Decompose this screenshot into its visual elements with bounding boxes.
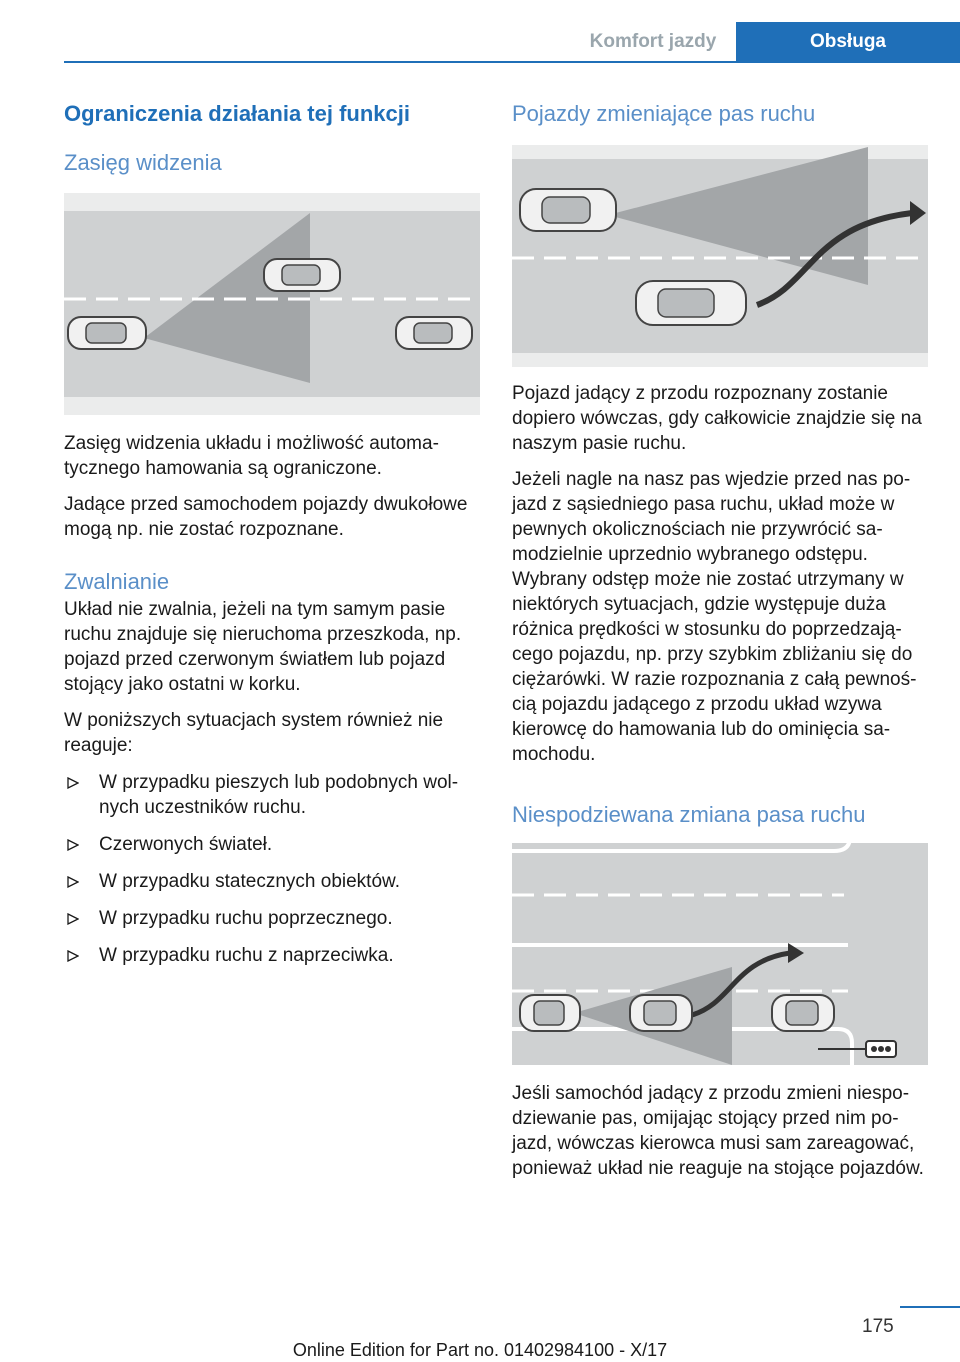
- header-section-tab[interactable]: Komfort jazdy: [570, 22, 736, 62]
- subheading-visibility-range: Zasięg widzenia: [64, 149, 222, 175]
- paragraph-unexpected-lane-change: Jeśli samochód jadący z przodu zmieni niespodziewanie pas, omijając stojący przed nim pojazd, wówczas kierowca musi sam zareagować, ponieważ układ nie reaguje na stojące pojazdów.: [512, 1083, 924, 1180]
- bullet-text: W przypadku statecznych obiektów.: [99, 870, 400, 892]
- triangle-bullet-icon: [67, 913, 79, 925]
- bullet-text: W przypadku ruchu poprzecznego.: [99, 907, 393, 929]
- bullet-text: W przypadku ruchu z naprzeciwka.: [99, 944, 394, 966]
- section-title-lane-changing-vehicles: Pojazdy zmieniające pas ruchu: [512, 101, 816, 126]
- footer-divider: [900, 1306, 960, 1308]
- vehicle-cutting-in: [636, 281, 746, 325]
- page-number: 175: [862, 1316, 894, 1337]
- vehicle-adjacent-lane: [264, 259, 340, 291]
- right-column: [512, 100, 930, 1181]
- header-chapter-tab[interactable]: Obsługa: [736, 22, 960, 62]
- paragraph-no-reaction: W poniższych sytuacjach system również nie reaguje:: [64, 709, 444, 756]
- vehicle-ego: [68, 317, 146, 349]
- paragraph-cut-in: Jeżeli nagle na nasz pas wjedzie przed nas pojazd z sąsiedniego pasa ruchu, układ może w pewnych okolicznościach nie przywrócić samodzielnie uprzednio wybranego odstępu. Wybrany odstęp może nie zostać utrzymany w niektórych sytuacjach, gdzie występuje duża różnica prędkości w stosunku do poprzedzającego pojazdu, np. przy szybkim zbliżaniu się do ciężarówki. W razie rozpoznania z całą pewnością pojazdu jadącego z przodu układ wzywa kierowcę do hamowania lub do ominięcia samochodu.: [512, 468, 917, 765]
- bullet-text: W przypadku pieszych lub podobnych wolnych uczestników ruchu.: [99, 771, 459, 818]
- bullet-list-no-reaction: [64, 770, 482, 968]
- footer-edition-text: Online Edition for Part no. 01402984100 - X/17: [292, 1340, 668, 1360]
- paragraph-recognition: Pojazd jadący z przodu rozpoznany zostanie dopiero wówczas, gdy całkowicie znajdzie się na naszym pasie ruchu.: [512, 382, 922, 454]
- section-title-unexpected-lane-change: Niespodziewana zmiana pasa ruchu: [512, 801, 866, 827]
- paragraph-two-wheelers: Jadące przed samochodem pojazdy dwukołowe mogą np. nie zostać rozpoznane.: [64, 494, 468, 541]
- triangle-bullet-icon: [67, 950, 79, 962]
- bullet-text: Czerwonych świateł.: [99, 833, 273, 855]
- vehicle-ego: [520, 189, 616, 231]
- triangle-bullet-icon: [67, 876, 79, 888]
- paragraph-stationary-obstacle: Układ nie zwalnia, jeżeli na tym samym pasie ruchu znajduje się nieruchoma przeszkoda, np. pojazd przed czerwonym światłem lub pojazd stojący jako ostatni w korku.: [64, 598, 462, 695]
- bullet-item: [64, 943, 482, 968]
- triangle-bullet-icon: [67, 777, 79, 789]
- subheading-deceleration: Zwalnianie: [64, 569, 170, 595]
- section-title-limitations: Ograniczenia działania tej funkcji: [64, 101, 410, 126]
- figure-visibility-range: [64, 193, 480, 415]
- triangle-bullet-icon: [67, 839, 79, 851]
- bullet-item: [64, 832, 482, 857]
- figure-lane-changing: [512, 145, 928, 367]
- paragraph-visibility-range: Zasięg widzenia układu i możliwość automatycznego hamowania są ograniczone.: [64, 433, 439, 480]
- vehicle-ego: [520, 995, 580, 1031]
- vehicle-stationary: [772, 995, 834, 1031]
- bullet-item: [64, 906, 482, 931]
- vehicle-ahead-swerving: [630, 995, 692, 1031]
- left-column: [64, 100, 482, 968]
- figure-unexpected-lane-change: [512, 843, 928, 1065]
- header-divider: [64, 61, 960, 63]
- vehicle-ahead-same-lane: [396, 317, 472, 349]
- bullet-item: [64, 770, 482, 820]
- bullet-item: [64, 869, 482, 894]
